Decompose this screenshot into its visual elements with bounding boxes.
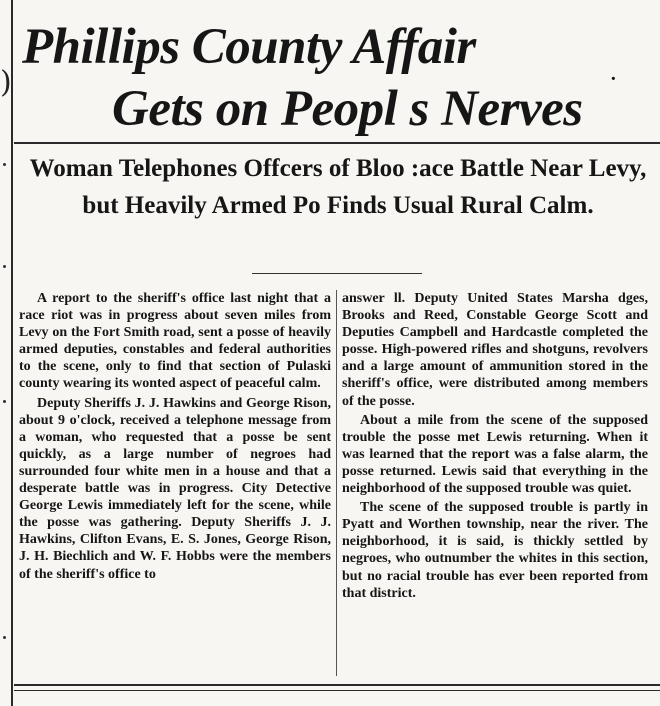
- column-divider: [336, 290, 337, 676]
- paragraph: A report to the sheriff's office last night that a race riot was in progress about seven miles from Levy on the Fort Smith road, sent a posse of heavily armed deputies, constables and federal authorities to the scene, only to find that section of Pulaski county wearing its wonted aspect of peaceful calm.: [19, 291, 331, 392]
- edge-bracket: ): [0, 65, 12, 100]
- paragraph: About a mile from the scene of the supposed trouble the posse met Lewis returning. When it was learned that the report was a false alarm, the posse returned. Lewis said that everything in the neighborhood of the supposed trouble was quiet.: [342, 412, 648, 497]
- column-rule: [11, 0, 13, 706]
- headline-rule: [14, 142, 660, 144]
- print-dot: ·: [610, 68, 617, 90]
- paragraph: answer ll. Deputy United States Marsha dges, Brooks and Reed, Constable George Scott and Deputies Campbell and Hardcastle completed the posse. High-powered rifles and shotguns, revolvers and a large amount of ammunition stored in the sheriff's office, were distributed among members of the posse.: [342, 291, 648, 409]
- edge-dot: [3, 163, 6, 166]
- edge-dot: [3, 636, 6, 639]
- headline-line-1: Phillips County Affair: [22, 19, 476, 75]
- headline-line-2: Gets on Peopl s Nerves: [112, 81, 583, 137]
- article-column-right: [342, 290, 648, 602]
- article-column-left: [19, 290, 331, 583]
- bottom-rule: [14, 684, 660, 686]
- subheadline: Woman Telephones Offcers of Bloo :ace Battle Near Levy, but Heavily Armed Po Finds Usual Rural Calm.: [29, 155, 647, 219]
- paragraph: The scene of the supposed trouble is partly in Pyatt and Worthen township, near the river. The neighborhood, it is said, is thickly settled by negroes, who outnumber the whites in this section, but no racial trouble has ever been reported from that district.: [342, 500, 648, 601]
- subheadline-rule: [252, 273, 422, 274]
- paragraph: Deputy Sheriffs J. J. Hawkins and George Rison, about 9 o'clock, received a telephone message from a woman, who requested that a posse be sent quickly, as a large number of negroes had surrounded four white men in a house and that a desperate battle was in progress. City Detective George Lewis immediately left for the scene, while the posse was gathering. Deputy Sheriffs J. J. Hawkins, Clifton Evans, E. S. Jones, George Rison, J. H. Biechlich and W. F. Hobbs were the members of the sheriff's office to: [19, 395, 331, 582]
- edge-dot: [3, 400, 6, 403]
- edge-dot: [3, 265, 6, 268]
- bottom-rule: [14, 690, 660, 691]
